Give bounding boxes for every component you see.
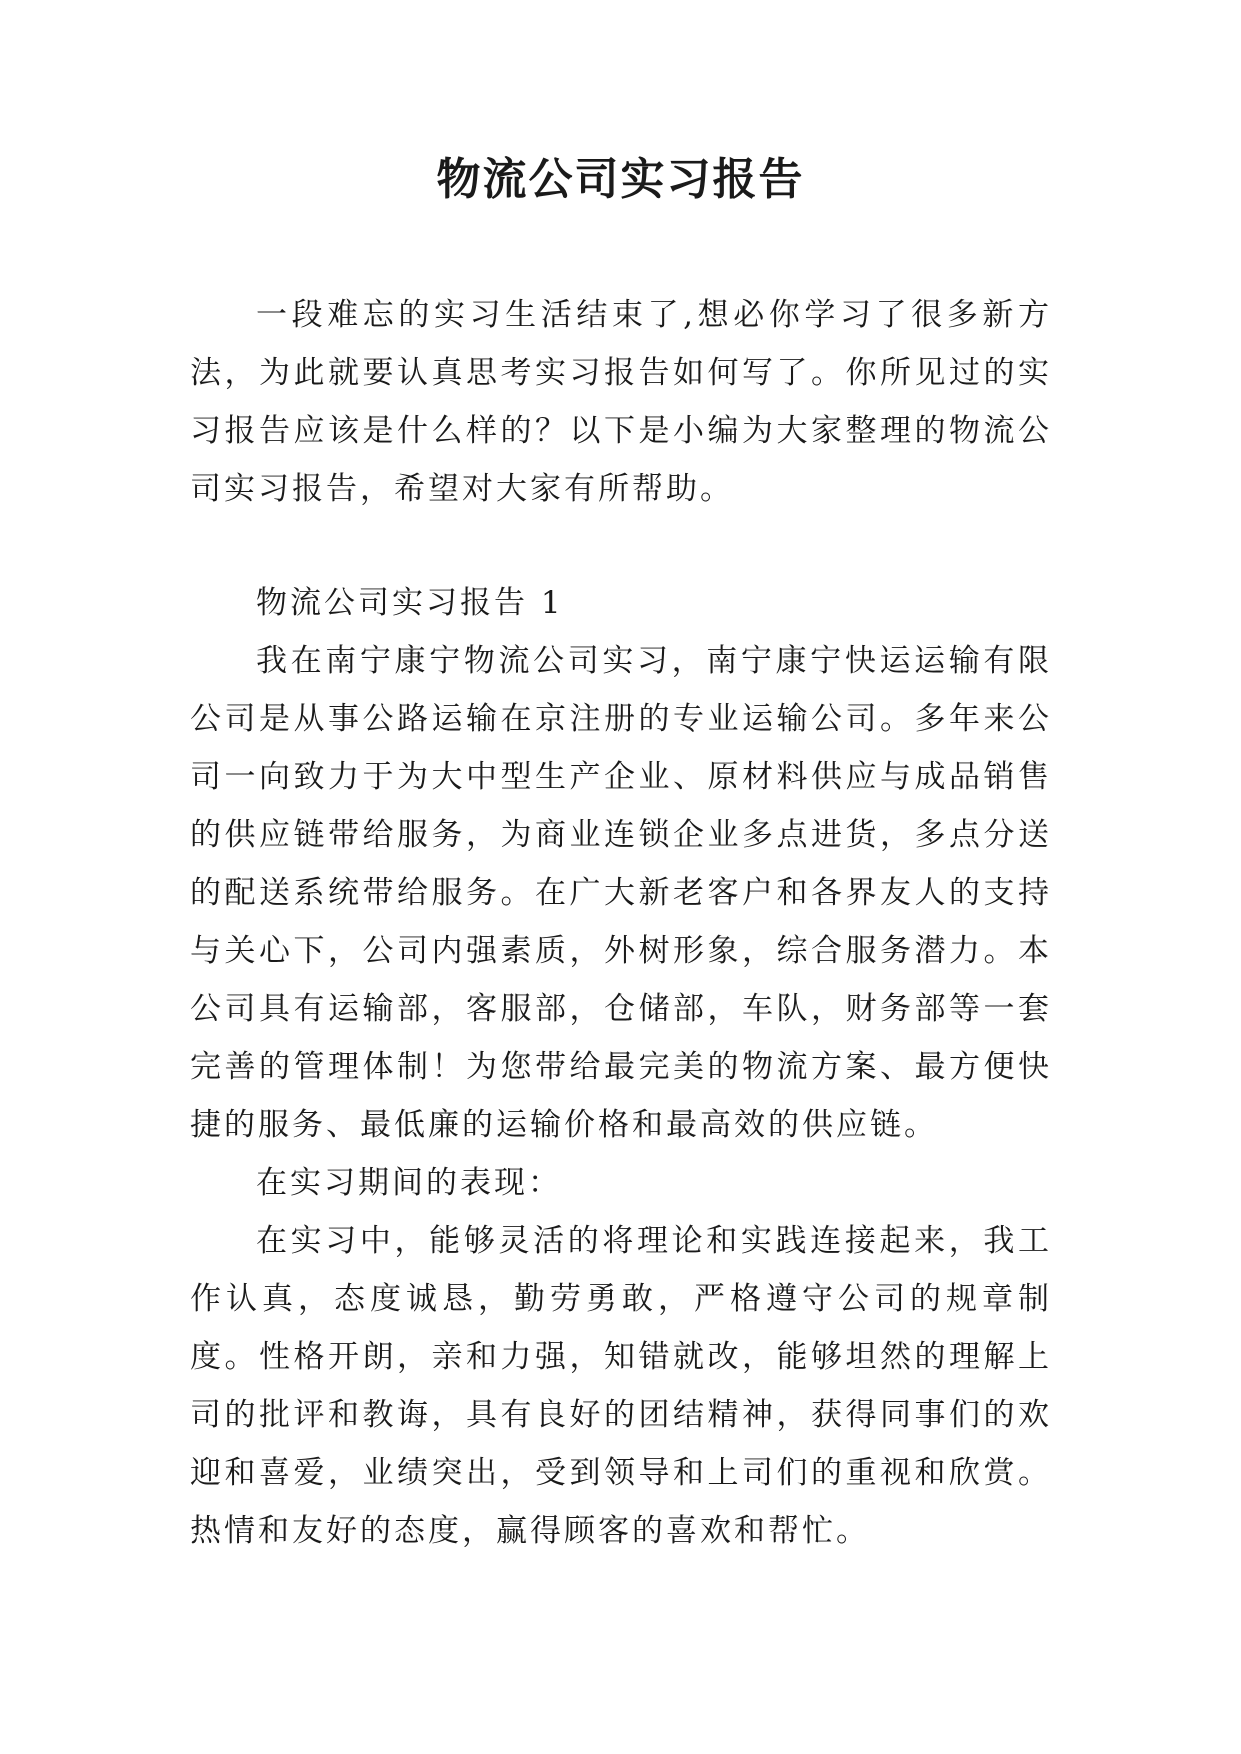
body-paragraph: 在实习期间的表现： <box>256 1165 562 1201</box>
section-heading: 物流公司实习报告 1 <box>256 585 564 621</box>
report-section <box>190 574 1052 1560</box>
page-title: 物流公司实习报告 <box>436 154 805 205</box>
intro-paragraph: 一段难忘的实习生活结束了,想必你学习了很多新方法，为此就要认真思考实习报告如何写了。你所见过的实习报告应该是什么样的？以下是小编为大家整理的物流公司实习报告，希望对大家有所帮助。 <box>190 297 1052 507</box>
body-paragraph: 我在南宁康宁物流公司实习，南宁康宁快运运输有限公司是从事公路运输在京注册的专业运输公司。多年来公司一向致力于为大中型生产企业、原材料供应与成品销售的供应链带给服务，为商业连锁企业多点进货，多点分送的配送系统带给服务。在广大新老客户和各界友人的支持与关心下，公司内强素质，外树形象，综合服务潜力。本公司具有运输部，客服部，仓储部，车队，财务部等一套完善的管理体制！为您带给最完美的物流方案、最方便快捷的服务、最低廉的运输价格和最高效的供应链。 <box>190 643 1052 1143</box>
intro-block <box>190 286 1052 518</box>
body-paragraph: 在实习中，能够灵活的将理论和实践连接起来，我工作认真，态度诚恳，勤劳勇敢，严格遵守公司的规章制度。性格开朗，亲和力强，知错就改，能够坦然的理解上司的批评和教诲，具有良好的团结精神，获得同事们的欢迎和喜爱，业绩突出，受到领导和上司们的重视和欣赏。热情和友好的态度，赢得顾客的喜欢和帮忙。 <box>190 1223 1052 1549</box>
